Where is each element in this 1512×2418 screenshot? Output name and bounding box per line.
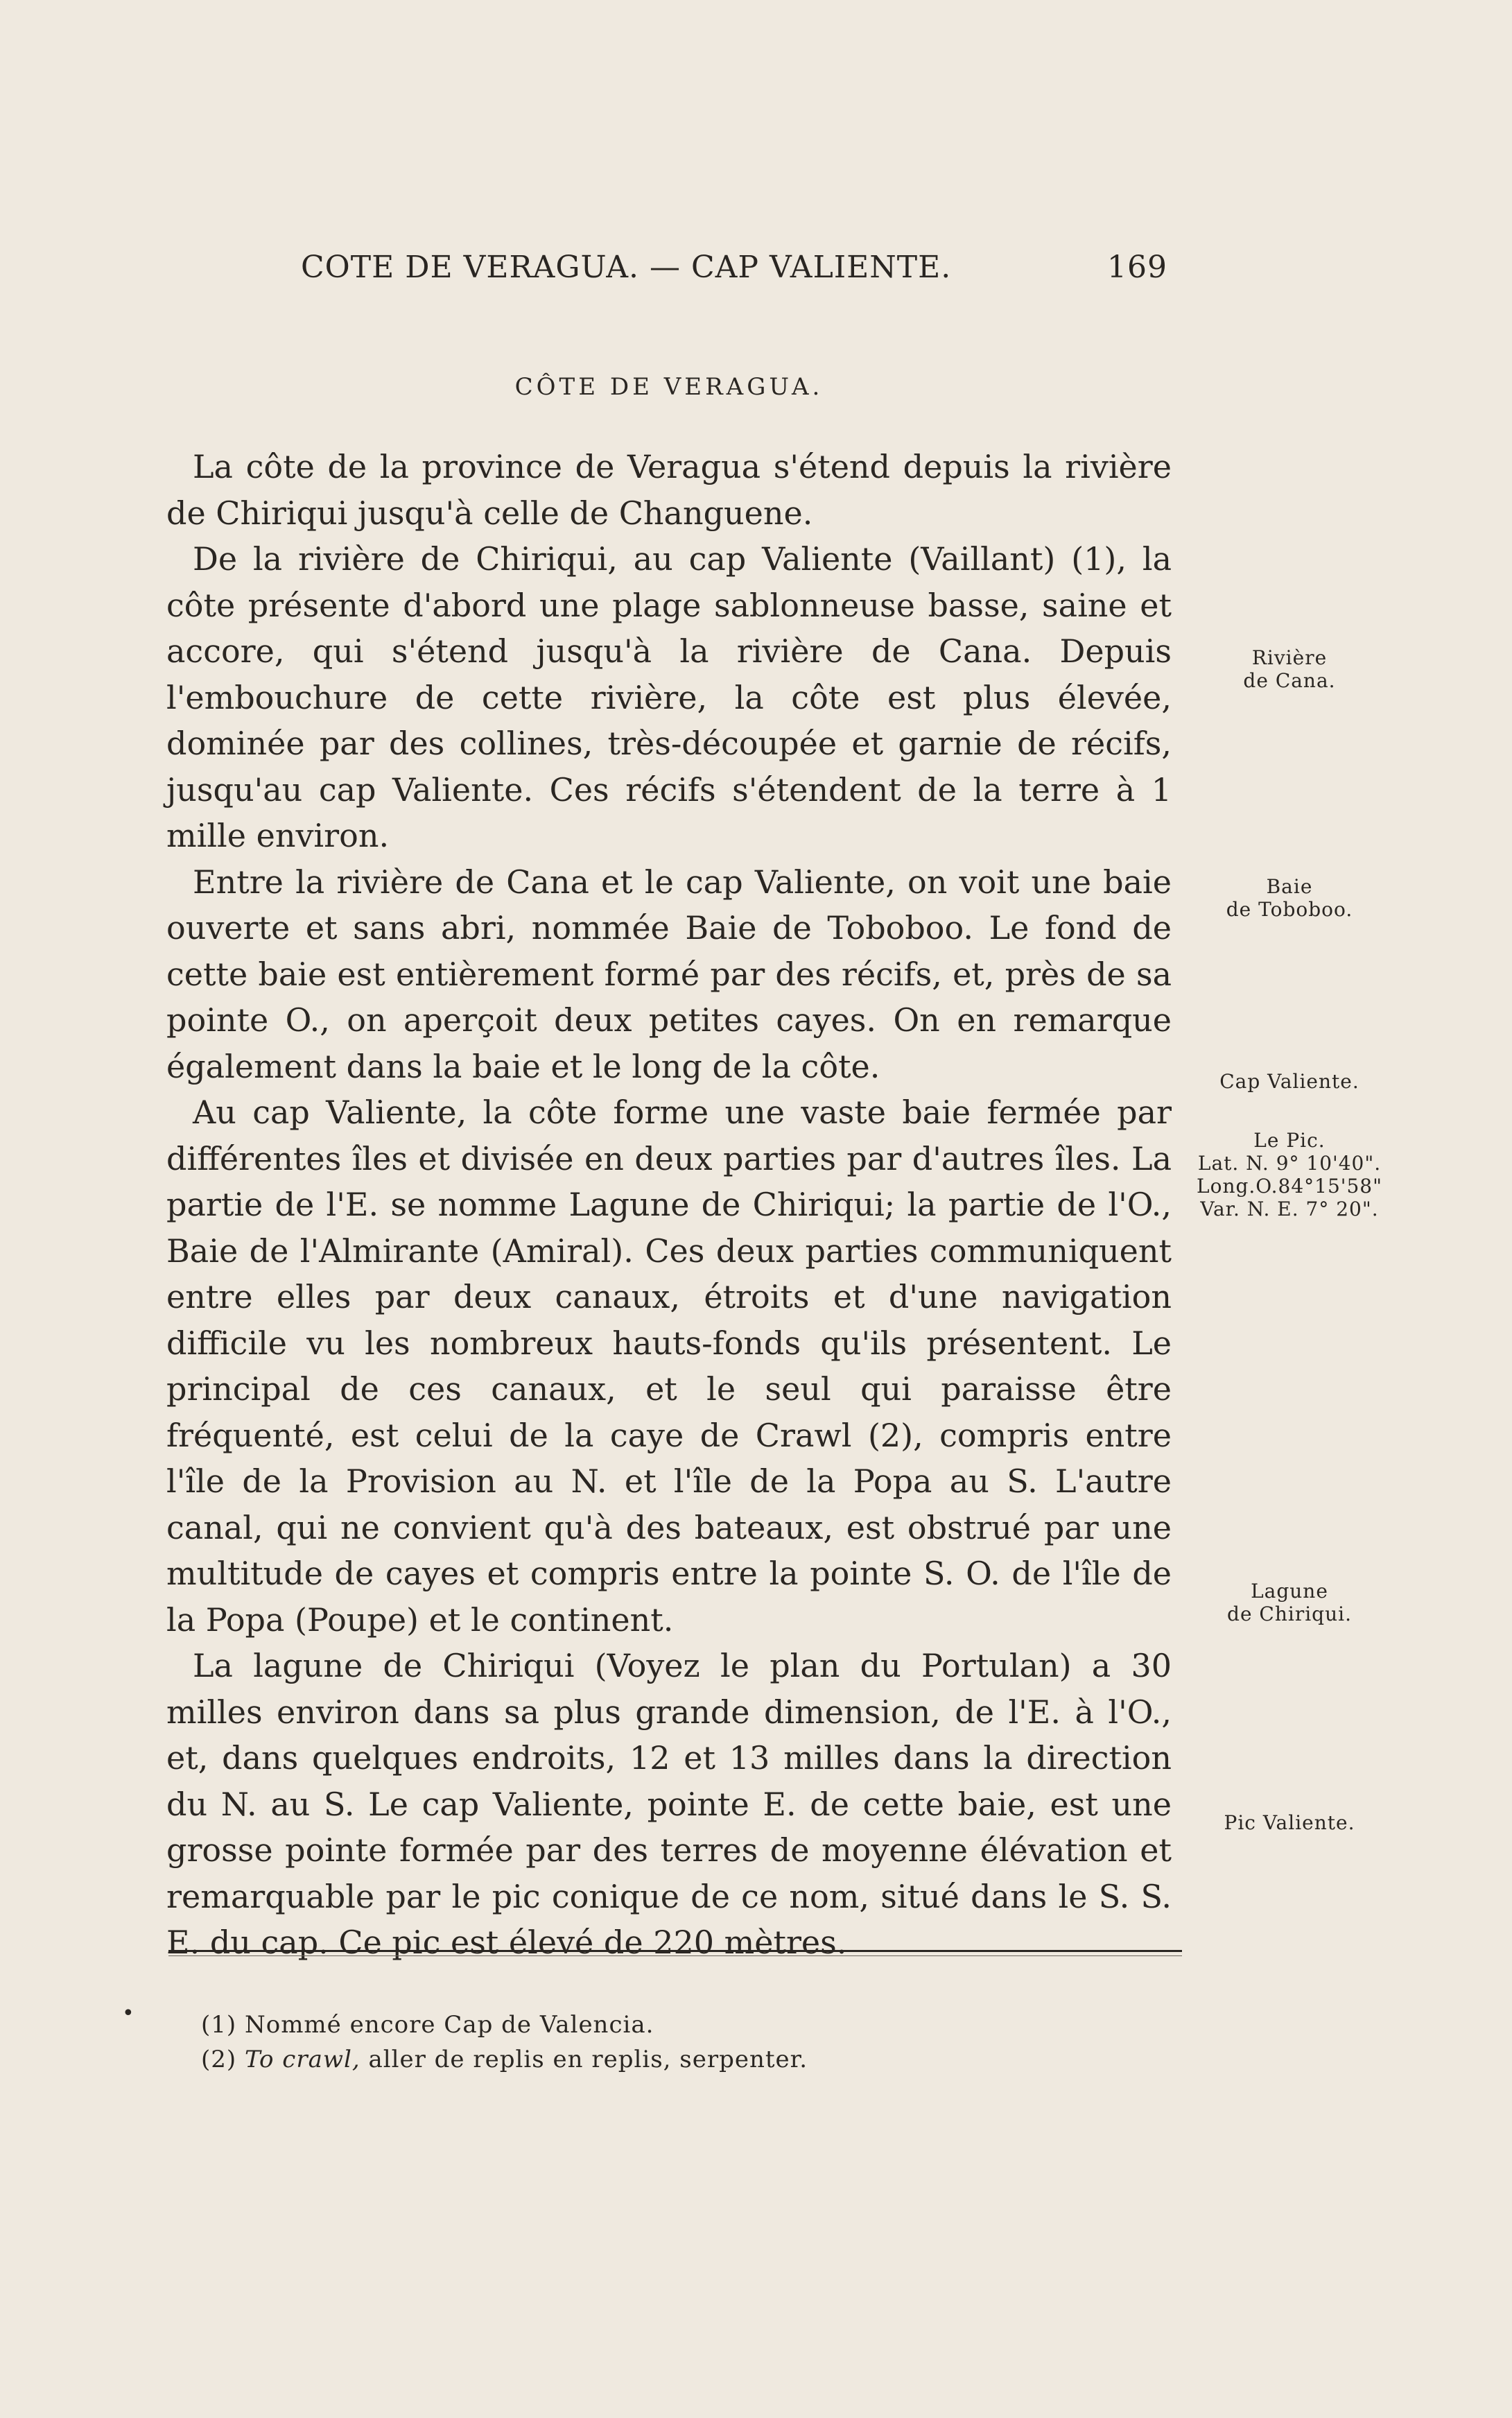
- paragraph-4: Au cap Valiente, la côte forme une vaste baie fermée par différentes îles et divisée en deux parties par d'autres îles. La partie de l'E. se nomme Lagune de Chiriqui; la partie de l'O., Baie de l'Almirante (Amiral). Ces deux parties communiquent entre elles par deux canaux, étroits et d'une navigation difficile vu les nombreux hauts-fonds qu'ils présentent. Le principal de ces canaux, et le seul qui paraisse être fréquenté, est celui de la caye de Crawl (2), compris entre l'île de la Provision au N. et l'île de la Popa au S. L'autre canal, qui ne convient qu'à des bateaux, est obstrué par une multitude de cayes et compris entre la pointe S. O. de l'île de la Popa (Poupe) et le continent.: [166, 1094, 1172, 1639]
- body-text: [166, 444, 1172, 1966]
- footnote-2-number: (2): [201, 2046, 237, 2073]
- margin-note-baie-toboboo: Baie de Toboboo.: [1226, 875, 1353, 921]
- paragraph-1: La côte de la province de Veragua s'étend depuis la rivière de Chiriqui jusqu'à celle de Changuene.: [166, 448, 1172, 532]
- paragraph-5: La lagune de Chiriqui (Voyez le plan du Portulan) a 30 milles environ dans sa plus grande dimension, de l'E. à l'O., et, dans quelques endroits, 12 et 13 milles dans la direction du N. au S. Le cap Valiente, pointe E. de cette baie, est une grosse pointe formée par des terres de moyenne élévation et remarquable par le pic conique de ce nom, situé dans le S. S. E. du cap. Ce pic est élevé de 220 mètres.: [166, 1647, 1172, 1961]
- page-number: 169: [1107, 250, 1167, 285]
- bullet-mark-icon: •: [122, 2001, 134, 2026]
- margin-note-cap-valiente: Cap Valiente.: [1219, 1070, 1359, 1093]
- footnote-1: (1) Nommé encore Cap de Valencia.: [201, 2011, 654, 2039]
- margin-note-le-pic: Le Pic. Lat. N. 9° 10'40". Long.O.84°15'58" Var. N. E. 7° 20".: [1197, 1129, 1382, 1220]
- margin-note-lagune-chiriqui: Lagune de Chiriqui.: [1227, 1580, 1352, 1625]
- section-title: CÔTE DE VERAGUA.: [514, 373, 824, 401]
- running-head: [301, 250, 1167, 298]
- footnote-rule: [168, 1950, 1182, 1952]
- paragraph-2: De la rivière de Chiriqui, au cap Valiente (Vaillant) (1), la côte présente d'abord une plage sablonneuse basse, saine et accore, qui s'étend jusqu'à la rivière de Cana. Depuis l'embouchure de cette rivière, la côte est plus élevée, dominée par des collines, très-découpée et garnie de récifs, jusqu'au cap Valiente. Ces récifs s'étendent de la terre à 1 mille environ.: [166, 540, 1172, 854]
- footnotes: [201, 2007, 1172, 2077]
- margin-note-riviere-cana: Rivière de Cana.: [1243, 646, 1336, 692]
- footnote-2: [201, 2042, 1172, 2077]
- footnote-2-text: aller de replis en replis, serpenter.: [368, 2046, 808, 2073]
- running-title: COTE DE VERAGUA. — CAP VALIENTE.: [301, 250, 952, 285]
- paragraph-3: Entre la rivière de Cana et le cap Valiente, on voit une baie ouverte et sans abri, nommée Baie de Toboboo. Le fond de cette baie est entièrement formé par des récifs, et, près de sa pointe O., on aperçoit deux petites cayes. On en remarque également dans la baie et le long de la côte.: [166, 863, 1172, 1085]
- footnote-rule-thin: [168, 1955, 1182, 1956]
- margin-note-pic-valiente: Pic Valiente.: [1224, 1811, 1355, 1834]
- footnote-2-term: To crawl,: [244, 2046, 360, 2073]
